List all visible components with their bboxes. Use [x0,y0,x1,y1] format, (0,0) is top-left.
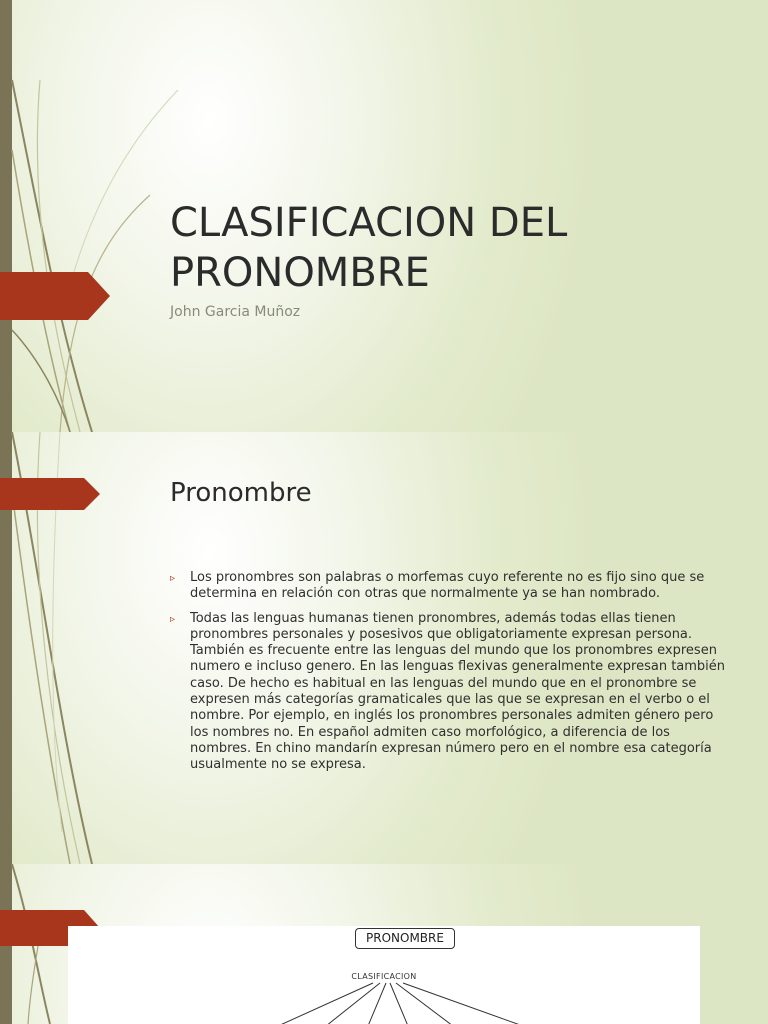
slide-title-text: CLASIFICACION DEL PRONOMBRE [170,200,568,296]
diagram-connector-lines [68,926,700,1024]
list-item [170,611,730,774]
bullet-list [170,570,730,782]
bullet-text: Todas las lenguas humanas tienen pronombres, además todas ellas tienen pronombres personales y posesivos que obligatoriamente expresan persona. También es frecuente entre las lenguas del mundo que los pronombres expresen numero e incluso genero. En las lenguas flexivas generalmente expresan también caso. De hecho es habitual en las lenguas del mundo que en el pronombre se expresen más categorías gramaticales que las que se expresan en el verbo o el nombre. Por ejemplo, en inglés los pronombres personales admiten género pero los nombres no. En español admiten caso morfológico, a diferencia de los nombres. En chino mandarín expresan número pero en el nombre esa categoría usualmente no se expresa. [190,610,726,773]
triangle-bullet-icon: ▹ [170,613,176,625]
accent-arrow [0,272,110,320]
classification-diagram [68,926,700,1024]
section-heading: Pronombre [170,478,312,508]
triangle-bullet-icon: ▹ [170,573,176,584]
slide-diagram [0,864,768,1024]
bullet-text: Los pronombres son palabras o morfemas cuyo referente no es fijo sino que se determina en relación con otras que normalmente ya se han nombrado. [190,570,705,602]
author-subtitle: John Garcia Muñoz [170,304,301,320]
list-item [170,570,730,603]
slide-pronombre [0,432,768,864]
accent-arrow [0,478,100,510]
slide-title [0,0,768,432]
diagram-branch-label: CLASIFICACION [351,972,417,981]
diagram-root-node: PRONOMBRE [355,928,455,949]
